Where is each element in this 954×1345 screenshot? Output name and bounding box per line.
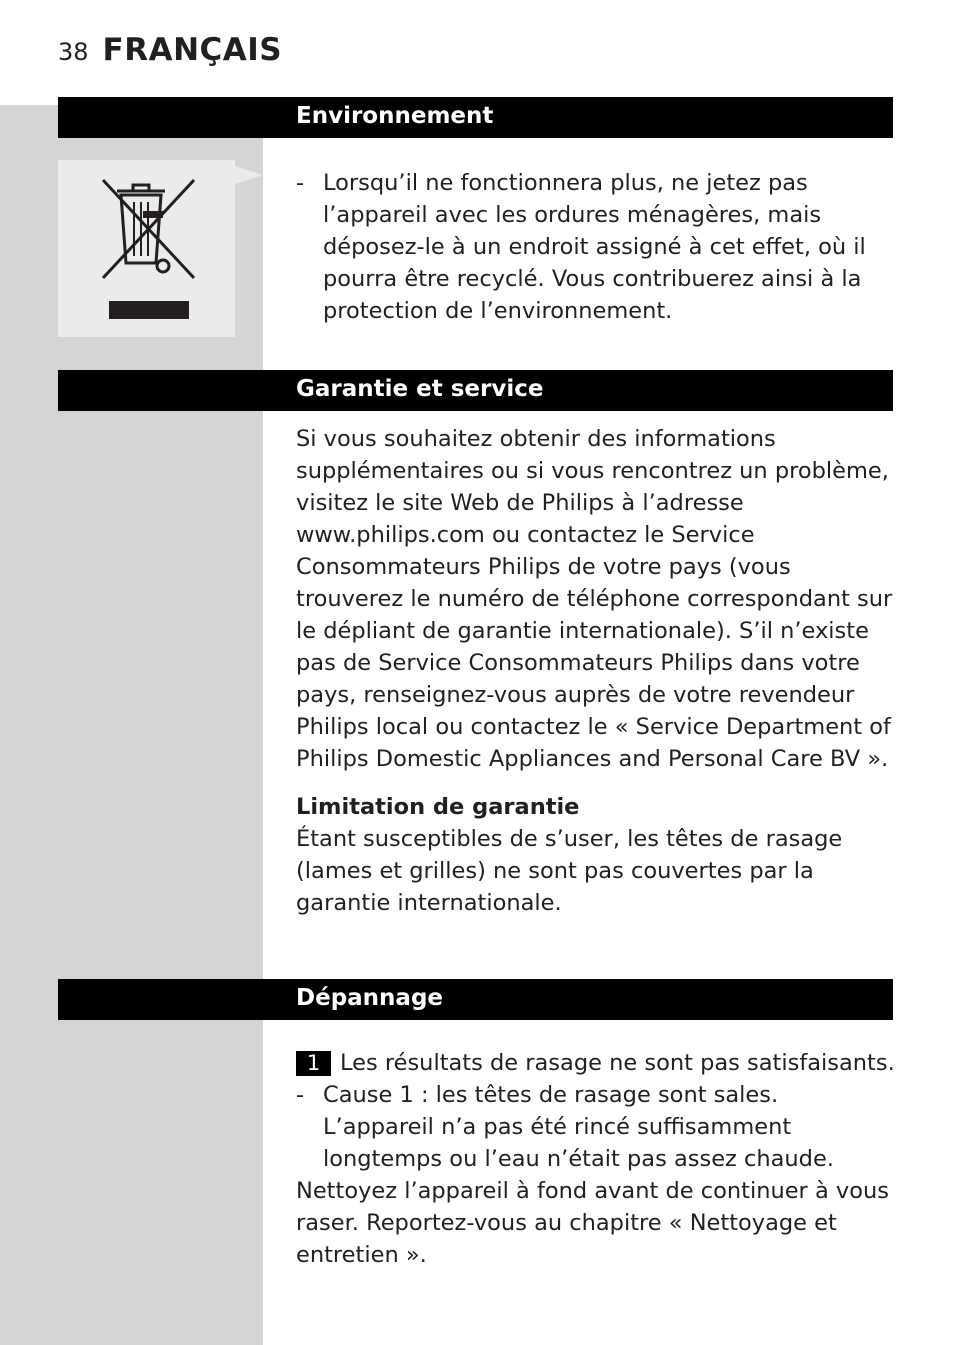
environment-bullet: - Lorsqu’il ne fonctionnera plus, ne jetez pas l’appareil avec les ordures ménagères, mais déposez-le à un endroit assigné à cet effet, où il pourra être recyclé. Vous contribuerez ainsi à la protection de l’environnement. bbox=[296, 167, 866, 327]
page-language-title: FRANÇAIS bbox=[102, 32, 283, 68]
weee-illustration bbox=[58, 160, 235, 337]
warranty-intro: Si vous souhaitez obtenir des informations supplémentaires ou si vous rencontrez un problème, visitez le site Web de Philips à l’adresse bbox=[296, 426, 889, 516]
environment-text bbox=[296, 167, 866, 327]
section-header-troubleshooting bbox=[58, 979, 893, 1020]
section-title-warranty: Garantie et service bbox=[296, 376, 544, 402]
section-title-environment: Environnement bbox=[296, 103, 494, 129]
section-header-warranty bbox=[58, 370, 893, 411]
page-number: 38 bbox=[58, 38, 89, 66]
limitation-text: Étant susceptibles de s’user, les têtes de rasage (lames et grilles) ne sont pas couvertes par la garantie internationale. bbox=[296, 826, 843, 916]
limitation-heading: Limitation de garantie bbox=[296, 794, 580, 820]
philips-website-link[interactable]: www.philips.com bbox=[296, 522, 485, 548]
warranty-contact: ou contactez le Service Consommateurs Philips de votre pays (vous trouverez le numéro de téléphone correspondant sur le dépliant de garantie internationale). S’il n’existe pas de Service Consommateurs Philips dans votre pays, renseignez-vous auprès de votre revendeur Philips local ou contactez le « Service Department of Philips Domestic Appliances and Personal Care BV ». bbox=[296, 522, 893, 772]
problem-title: Les résultats de rasage ne sont pas satisfaisants. bbox=[340, 1050, 895, 1076]
illustration-pointer bbox=[235, 166, 263, 184]
warranty-paragraph bbox=[296, 423, 896, 775]
troubleshooting-text bbox=[296, 1047, 896, 1271]
problem-heading bbox=[296, 1047, 896, 1079]
remedy-text: Nettoyez l’appareil à fond avant de continuer à vous raser. Reportez-vous au chapitre « Nettoyage et entretien ». bbox=[296, 1178, 889, 1268]
step-number-badge: 1 bbox=[296, 1051, 331, 1076]
page-header bbox=[58, 32, 282, 72]
cause-bullet: - Cause 1 : les têtes de rasage sont sales. L’appareil n’a pas été rincé suffisamment longtemps ou l’eau n’était pas assez chaude. bbox=[296, 1079, 896, 1175]
warranty-text bbox=[296, 423, 896, 919]
weee-crossed-bin-icon bbox=[58, 160, 235, 337]
section-header-environment bbox=[58, 97, 893, 138]
section-title-troubleshooting: Dépannage bbox=[296, 985, 444, 1011]
